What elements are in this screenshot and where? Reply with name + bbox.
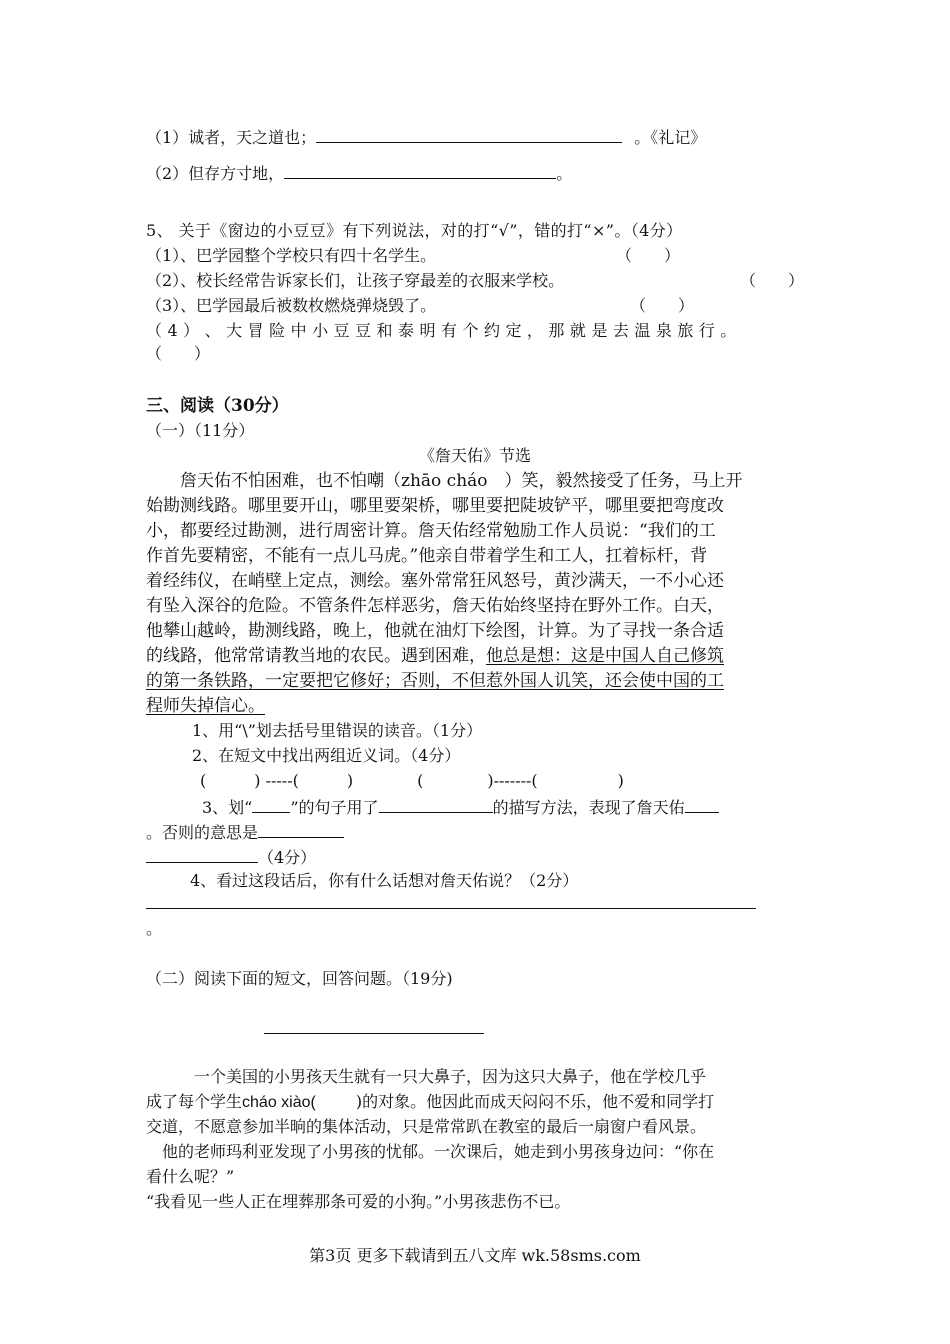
passage-line-5: 着经纬仪，在峭壁上定点，测绘。塞外常常狂风怒号，黄沙满天，一不小心还 <box>146 571 724 591</box>
passage-line-8 <box>146 645 724 667</box>
passage-line-4: 作首先要精密，不能有一点儿马虎。”他亲自带着学生和工人，扛着标杆，背 <box>146 546 708 566</box>
q5-item-1: （1）、巴学园整个学校只有四十名学生。 <box>146 246 437 265</box>
fill-q2-suffix: 。 <box>556 164 573 183</box>
reading-q3-blank-2[interactable] <box>379 796 493 813</box>
reading-q3-blank-5[interactable] <box>146 846 258 863</box>
passage-line-8-plain: 的线路，他常常请教当地的农民。遇到困难， <box>146 646 486 666</box>
reading-q4-end: 。 <box>146 919 163 938</box>
reading-q4-answer-line[interactable] <box>146 908 756 909</box>
fill-q1-blank[interactable] <box>316 126 622 143</box>
reading-q3-d: 。否则的意思是 <box>146 823 259 842</box>
q5-paren-2[interactable]: （ ） <box>740 271 805 290</box>
q5-item-4: （ 4 ） 、 大 冒 险 中 小 豆 豆 和 泰 明 有 个 约 定 ， 那 就 是 去 温 泉 旅 行 。 <box>146 321 737 340</box>
reading-q2: 2、在短文中找出两组近义词。（4分） <box>192 746 461 765</box>
q5-item-2: （2）、校长经常告诉家长们，让孩子穿最差的衣服来学校。 <box>146 271 565 290</box>
passage-line-3: 小，都要经过勘测，进行周密计算。詹天佑经常勉励工作人员说：“我们的工 <box>146 521 716 541</box>
story-line-3: 交道，不愿意参加半晌的集体活动，只是常常趴在教室的最后一扇窗户看风景。 <box>146 1117 707 1136</box>
reading-part2-label: （二）阅读下面的短文，回答问题。（19分) <box>146 969 453 988</box>
reading-q3-score: （4分） <box>258 848 317 867</box>
fill-q2 <box>146 162 572 185</box>
reading-q1: 1、用“\”划去括号里错误的读音。（1分） <box>192 721 483 740</box>
story-title-blank[interactable] <box>264 1033 484 1034</box>
reading-heading: 三、阅读（30分） <box>146 396 289 416</box>
reading-q3-blank-3[interactable] <box>685 796 719 813</box>
page-footer: 第3页 更多下载请到五八文库 wk.58sms.com <box>309 1246 641 1265</box>
story-line-4: 他的老师玛利亚发现了小男孩的忧郁。一次课后，她走到小男孩身边问：“你在 <box>146 1142 715 1161</box>
q5-paren-4[interactable]: （ ） <box>146 344 211 363</box>
passage-title: 《詹天佑》节选 <box>418 446 531 465</box>
reading-q3-c: 的描写方法，表现了詹天佑 <box>492 798 685 817</box>
story-line-2 <box>146 1091 714 1114</box>
reading-q3-b: ”的句子用了 <box>290 798 379 817</box>
passage-line-2: 始勘测线路。哪里要开山，哪里要架桥，哪里要把陡坡铲平，哪里要把弯度改 <box>146 496 724 516</box>
fill-q1-prefix: （1）诚者，天之道也； <box>146 128 317 147</box>
reading-q3-blank-4[interactable] <box>258 821 344 838</box>
story-line-1: 一个美国的小男孩天生就有一只大鼻子，因为这只大鼻子，他在学校几乎 <box>146 1067 707 1086</box>
fill-q2-blank[interactable] <box>284 162 556 179</box>
story-line-2-b: )的对象。他因此而成天闷闷不乐，他不爱和同学打 <box>355 1092 715 1111</box>
passage-underlined-sentence-c: 程师失掉信心。 <box>146 696 265 716</box>
reading-q4: 4、看过这段话后，你有什么话想对詹天佑说？（2分） <box>190 871 579 890</box>
reading-q2-pairs[interactable]: ( ) -----( ) ( )-------( ) <box>200 771 624 790</box>
reading-part1-label: （一）（11分） <box>146 421 255 440</box>
passage-line-7: 他攀山越岭，勘测线路，晚上，他就在油灯下绘图，计算。为了寻找一条合适 <box>146 621 724 641</box>
passage-line-1: 詹天佑不怕困难，也不怕嘲（zhāo cháo ）笑，毅然接受了任务，马上开 <box>146 471 743 491</box>
story-pinyin: cháo xiào( <box>242 1094 316 1111</box>
reading-q3-blank-1[interactable] <box>252 796 290 813</box>
story-line-6: “我看见一些人正在埋葬那条可爱的小狗。”小男孩悲伤不已。 <box>146 1192 571 1211</box>
fill-q2-prefix: （2）但存方寸地， <box>146 164 285 183</box>
fill-q1 <box>146 126 706 149</box>
passage-underlined-sentence-a: 他总是想：这是中国人自己修筑 <box>486 646 724 666</box>
reading-q3 <box>202 796 719 819</box>
story-line-2-a: 成了每个学生 <box>146 1092 243 1111</box>
story-line-5: 看什么呢？” <box>146 1167 235 1186</box>
passage-line-6: 有坠入深谷的危险。不管条件怎样恶劣，詹天佑始终坚持在野外工作。白天， <box>146 596 724 616</box>
passage-underlined-sentence-b: 的第一条铁路，一定要把它修好；否则，不但惹外国人讥笑，还会使中国的工 <box>146 671 724 691</box>
reading-q3-line2 <box>146 821 344 844</box>
q5-paren-3[interactable]: （ ） <box>630 296 695 315</box>
reading-q3-a: 3、划“ <box>202 798 253 817</box>
q5-paren-1[interactable]: （ ） <box>616 246 681 265</box>
q5-item-3: （3）、巴学园最后被数枚燃烧弹烧毁了。 <box>146 296 437 315</box>
q5-header: 5、 关于《窗边的小豆豆》有下列说法，对的打“√”，错的打“×”。（4分） <box>146 221 683 240</box>
fill-q1-suffix: 。《礼记》 <box>634 128 707 147</box>
reading-q3-line3 <box>146 846 316 869</box>
